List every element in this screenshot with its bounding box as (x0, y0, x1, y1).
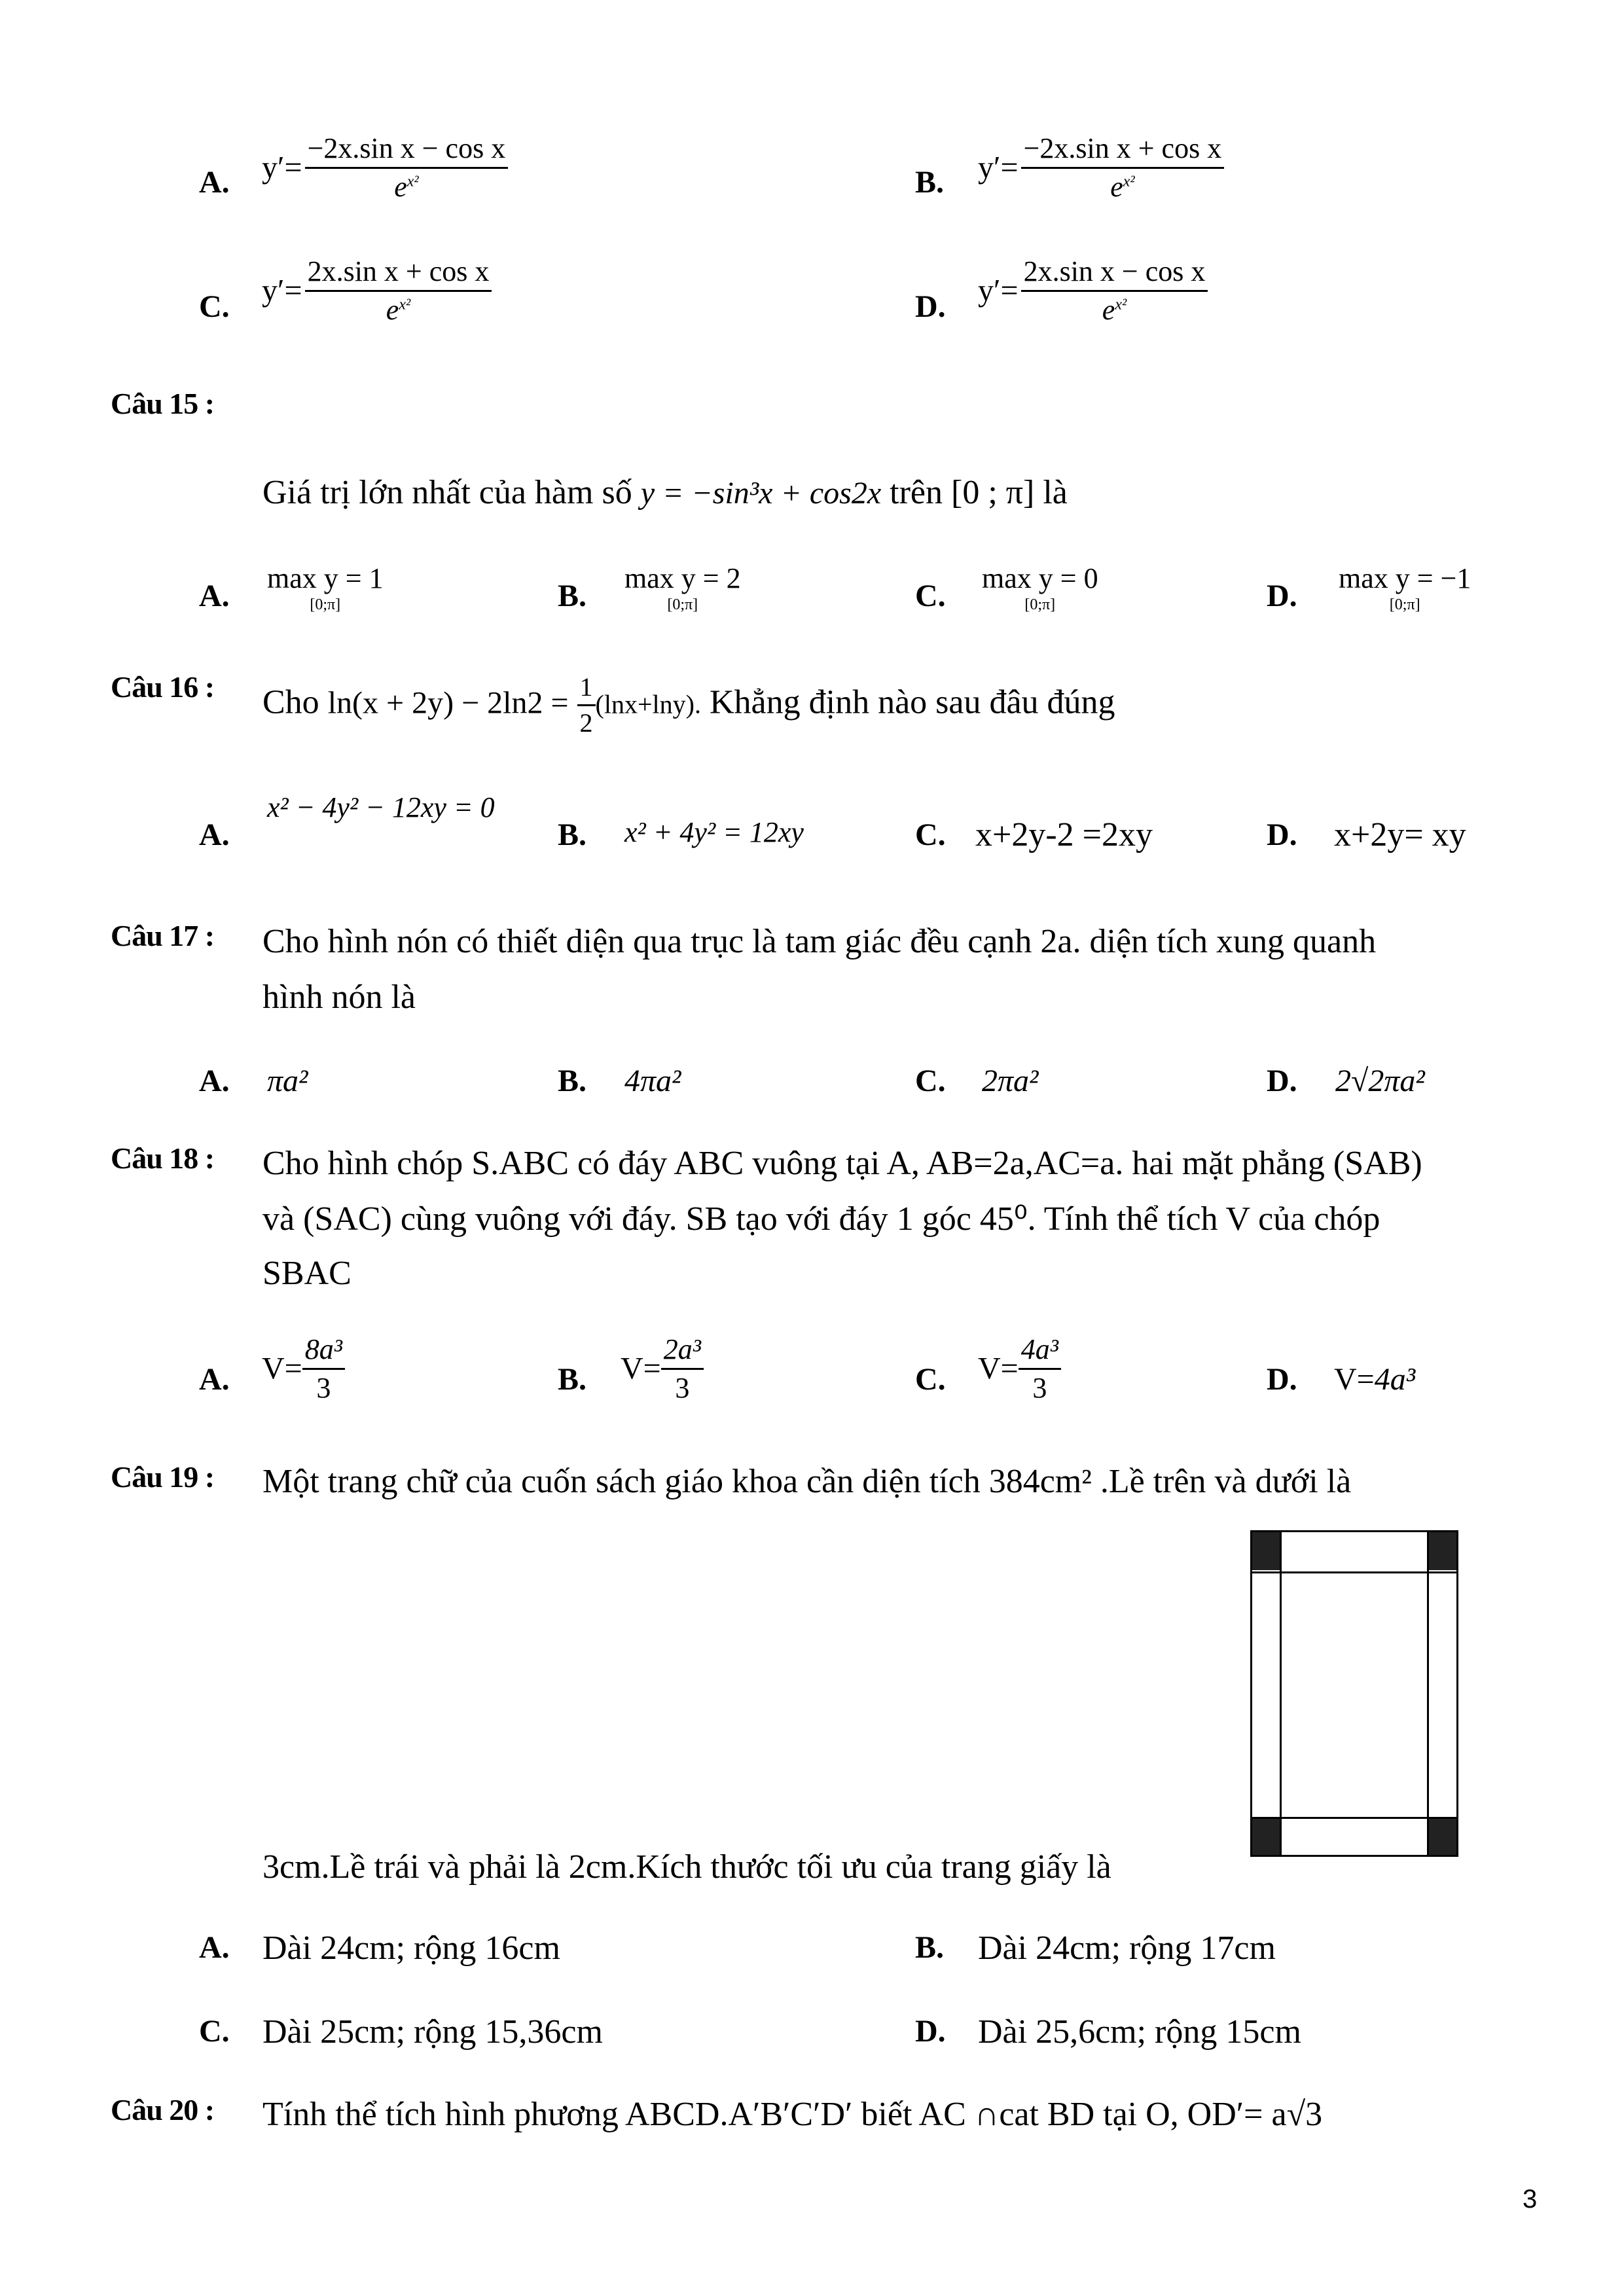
lhs: V= (1334, 1362, 1375, 1397)
q14-option-d (978, 257, 1208, 325)
text: Giá trị lớn nhất của hàm số (262, 474, 632, 511)
question-text: Một trang chữ của cuốn sách giáo khoa cần diện tích 384cm² .Lề trên và dưới là (262, 1463, 1352, 1500)
option-label: D. (1267, 1064, 1297, 1098)
option-label: B. (915, 165, 945, 200)
margin-line (1252, 1571, 1456, 1573)
formula: y = −sin³x + cos2x (640, 476, 882, 511)
option-label: C. (915, 1064, 946, 1098)
text: trên [0 ; π] là (890, 474, 1068, 511)
subscript: [0;π] (1024, 596, 1056, 613)
option-label: B. (558, 579, 587, 613)
question-heading: Câu 16 : (111, 670, 215, 704)
lhs: y′= (978, 273, 1019, 308)
q17-option-c: 2πa² (982, 1064, 1039, 1098)
expr: max y = −1 (1339, 562, 1471, 594)
option-label: A. (199, 1064, 230, 1098)
q18-option-b (621, 1335, 704, 1403)
subscript: [0;π] (310, 596, 341, 613)
q19-option-b: Dài 24cm; rộng 17cm (978, 1929, 1276, 1967)
q14-option-a (262, 134, 508, 202)
q15-option-c (982, 564, 1098, 613)
numerator: 2x.sin x − cos x (1021, 257, 1208, 292)
q16-option-c: x+2y-2 =2xy (975, 816, 1153, 853)
denominator: 3 (675, 1372, 690, 1404)
numerator: 8a³ (302, 1335, 345, 1370)
denominator: e (386, 294, 399, 326)
question-heading: Câu 20 : (111, 2093, 215, 2126)
question-text: 3cm.Lề trái và phải là 2cm.Kích thước tối ưu của trang giấy là (262, 1848, 1111, 1886)
q15-option-d (1339, 564, 1471, 613)
option-label: C. (199, 289, 230, 324)
expr: max y = 0 (982, 562, 1098, 594)
corner-square (1427, 1532, 1456, 1570)
lhs: y′= (978, 150, 1019, 185)
question-text: Cho hình nón có thiết diện qua trục là tam giác đều cạnh 2a. diện tích xung quanh (262, 923, 1377, 960)
q19-option-d: Dài 25,6cm; rộng 15cm (978, 2013, 1301, 2051)
expr: 4a³ (1374, 1362, 1416, 1397)
denominator: e (1102, 294, 1115, 326)
question-text (262, 476, 1068, 510)
text: Cho (262, 683, 319, 721)
option-label: C. (915, 817, 946, 852)
lhs: V= (978, 1351, 1019, 1386)
q17-option-d: 2√2πa² (1335, 1064, 1425, 1098)
q15-option-b (624, 564, 741, 613)
option-label: A. (199, 1362, 230, 1397)
option-label: B. (915, 1930, 945, 1965)
lhs: V= (621, 1351, 661, 1386)
exponent: x² (1123, 173, 1135, 190)
option-label: C. (199, 2014, 230, 2049)
subscript: [0;π] (1389, 596, 1420, 613)
q15-option-a (267, 564, 384, 613)
question-text: và (SAC) cùng vuông với đáy. SB tạo với đáy 1 góc 45⁰. Tính thể tích V của chóp (262, 1200, 1380, 1238)
option-label: D. (1267, 817, 1297, 852)
lhs: y′= (262, 150, 302, 185)
question-text: SBAC (262, 1255, 352, 1292)
exponent: x² (399, 296, 411, 314)
q18-option-a (262, 1335, 345, 1403)
numerator: 2x.sin x + cos x (305, 257, 492, 292)
formula: (lnx+lny). (595, 689, 701, 719)
denominator: 2 (579, 708, 593, 738)
option-label: A. (199, 165, 230, 200)
corner-square (1252, 1817, 1282, 1855)
page-margin-diagram (1250, 1530, 1458, 1857)
question-text (262, 674, 1115, 736)
exponent: x² (406, 173, 419, 190)
q14-option-c (262, 257, 492, 325)
option-label: D. (1267, 579, 1297, 613)
denominator: e (394, 171, 407, 203)
option-label: B. (558, 817, 587, 852)
option-label: A. (199, 817, 230, 852)
q19-option-a: Dài 24cm; rộng 16cm (262, 1929, 560, 1967)
question-text: Cho hình chóp S.ABC có đáy ABC vuông tại A, AB=2a,AC=a. hai mặt phẳng (SAB) (262, 1145, 1422, 1182)
question-heading: Câu 17 : (111, 919, 215, 952)
option-label: C. (915, 1362, 946, 1397)
q19-option-c: Dài 25cm; rộng 15,36cm (262, 2013, 603, 2051)
numerator: −2x.sin x + cos x (1021, 134, 1225, 169)
question-heading: Câu 19 : (111, 1460, 215, 1494)
margin-line (1427, 1532, 1429, 1855)
denominator: 3 (316, 1372, 331, 1404)
option-label: C. (915, 579, 946, 613)
denominator: 3 (1032, 1372, 1047, 1404)
option-label: D. (915, 2014, 946, 2049)
exponent: x² (1115, 296, 1127, 314)
option-label: B. (558, 1362, 587, 1397)
option-label: D. (915, 289, 946, 324)
subscript: [0;π] (667, 596, 698, 613)
numerator: −2x.sin x − cos x (305, 134, 509, 169)
question-heading: Câu 18 : (111, 1141, 215, 1175)
q16-option-b: x² + 4y² = 12xy (624, 816, 804, 848)
numerator: 4a³ (1019, 1335, 1061, 1370)
formula: ln(x + 2y) − 2ln2 = (327, 685, 569, 721)
option-label: B. (558, 1064, 587, 1098)
page-number: 3 (1523, 2185, 1538, 2214)
text: Khẳng định nào sau đâu đúng (709, 683, 1115, 721)
q14-option-b (978, 134, 1224, 202)
question-heading: Câu 15 : (111, 387, 215, 420)
lhs: y′= (262, 273, 302, 308)
corner-square (1427, 1817, 1456, 1855)
q18-option-d (1334, 1364, 1415, 1395)
margin-line (1252, 1817, 1456, 1819)
q16-option-d: x+2y= xy (1334, 816, 1466, 853)
numerator: 2a³ (661, 1335, 704, 1370)
q17-option-b: 4πa² (624, 1064, 681, 1098)
margin-line (1280, 1532, 1282, 1855)
numerator: 1 (577, 674, 596, 706)
expr: max y = 1 (267, 562, 384, 594)
q17-option-a: πa² (267, 1064, 308, 1098)
option-label: D. (1267, 1362, 1297, 1397)
q18-option-c (978, 1335, 1061, 1403)
denominator: e (1110, 171, 1123, 203)
lhs: V= (262, 1351, 302, 1386)
expr: max y = 2 (624, 562, 741, 594)
corner-square (1252, 1532, 1282, 1570)
question-text: Tính thể tích hình phương ABCD.A′B′C′D′ biết AC ∩cat BD tại O, OD′= a√3 (262, 2096, 1323, 2133)
option-label: A. (199, 1930, 230, 1965)
q16-option-a: x² − 4y² − 12xy = 0 (267, 791, 495, 823)
question-text: hình nón là (262, 978, 416, 1016)
option-label: A. (199, 579, 230, 613)
